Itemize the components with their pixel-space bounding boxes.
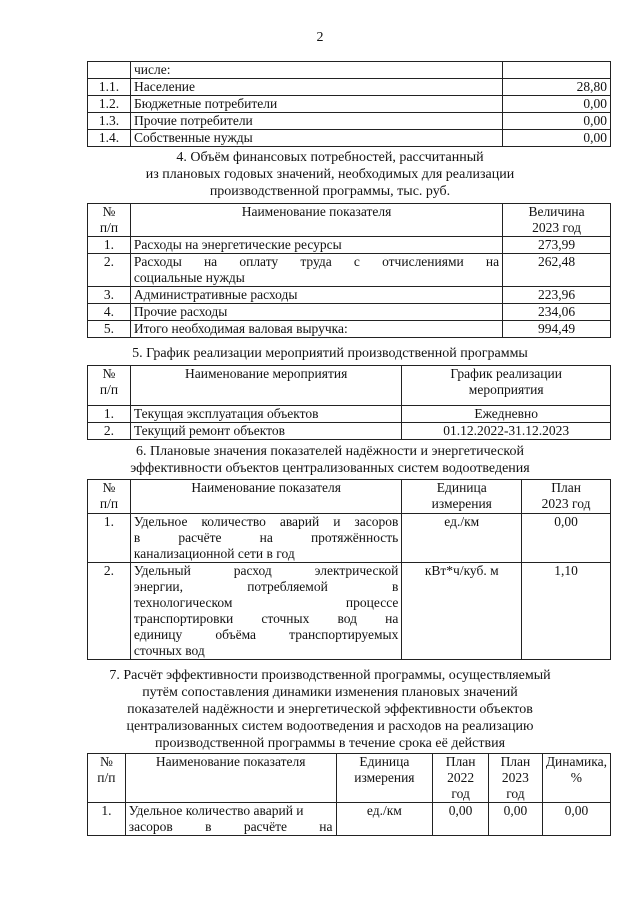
table-header-row [88, 754, 611, 803]
table-schedule [87, 365, 611, 440]
table-row [88, 803, 611, 836]
header-num: № п/п [88, 204, 131, 237]
header-plan-2022: План 2022 год [433, 754, 489, 803]
heading-line: эффективности объектов централизованных систем водоотведения [130, 461, 530, 476]
table-row [88, 113, 611, 130]
header-plan-2023: План 2023 год [489, 754, 543, 803]
row-num: 1. [88, 406, 131, 423]
row-name: Собственные нужды [130, 130, 502, 147]
row-name: Удельный расход электрической энергии, потребляемой в технологическом процессе транспортировки сточных вод на единицу объёма транспортируемых сточных вод [130, 563, 401, 660]
row-name: Административные расходы [130, 287, 502, 304]
row-value: 994,49 [503, 321, 611, 338]
row-num: 1. [88, 237, 131, 254]
header-unit: Единица измерения [402, 480, 522, 514]
table-consumption [87, 61, 611, 147]
row-name: Текущая эксплуатация объектов [130, 406, 401, 423]
row-value: 0,00 [503, 113, 611, 130]
heading-line: производственной программы, тыс. руб. [209, 184, 451, 199]
header-num: № п/п [88, 366, 131, 406]
row-name: Удельное количество аварий и засоров в расчёте на [125, 803, 336, 836]
header-unit: Единица измерения [336, 754, 433, 803]
row-num: 2. [88, 254, 131, 287]
heading-line: 7. Расчёт эффективности производственной программы, осуществляемый [109, 668, 551, 683]
row-name: Расходы на оплату труда с отчислениями на социальные нужды [130, 254, 502, 287]
heading-line: показателей надёжности и энергетической эффективности объектов [127, 702, 533, 717]
table-row [88, 237, 611, 254]
row-unit: ед./км [336, 803, 433, 836]
table-row [88, 254, 611, 287]
header-dynamics: Динамика, % [542, 754, 610, 803]
header-name: Наименование показателя [125, 754, 336, 803]
table-row [88, 287, 611, 304]
row-name: Бюджетные потребители [130, 96, 502, 113]
row-schedule: Ежедневно [402, 406, 611, 423]
header-num: № п/п [88, 754, 126, 803]
row-name: Удельное количество аварий и засоров в расчёте на протяжённость канализационной сети в год [130, 514, 401, 563]
table-row [88, 130, 611, 147]
table-reliability [87, 479, 611, 660]
header-schedule: График реализации мероприятия [402, 366, 611, 406]
header-name: Наименование мероприятия [130, 366, 401, 406]
row-num: 1.3. [88, 113, 131, 130]
table-row [88, 423, 611, 440]
table-row [88, 79, 611, 96]
row-name: Прочие расходы [130, 304, 502, 321]
row-plan-2023: 0,00 [489, 803, 543, 836]
row-schedule: 01.12.2022-31.12.2023 [402, 423, 611, 440]
table-row [88, 514, 611, 563]
row-value: 0,00 [503, 96, 611, 113]
table-row [88, 321, 611, 338]
row-num: 4. [88, 304, 131, 321]
heading-line: из плановых годовых значений, необходимых для реализации [145, 167, 515, 182]
row-name: числе: [130, 62, 502, 79]
table-financial-needs [87, 203, 611, 338]
table-row [88, 96, 611, 113]
header-name: Наименование показателя [130, 480, 401, 514]
row-num: 2. [88, 423, 131, 440]
row-num: 1.2. [88, 96, 131, 113]
page-number: 2 [316, 30, 324, 45]
row-dynamics: 0,00 [542, 803, 610, 836]
section-7-heading [60, 667, 600, 752]
heading-line: централизованных систем водоотведения и расходов на реализацию [126, 719, 534, 734]
row-value: 223,96 [503, 287, 611, 304]
heading-line: 4. Объём финансовых потребностей, рассчитанный [176, 150, 484, 165]
row-num: 1.1. [88, 79, 131, 96]
row-value: 234,06 [503, 304, 611, 321]
table-row [88, 406, 611, 423]
row-num: 2. [88, 563, 131, 660]
table-header-row [88, 366, 611, 406]
header-num: № п/п [88, 480, 131, 514]
heading-line: 5. График реализации мероприятий производственной программы [132, 346, 528, 361]
row-name: Текущий ремонт объектов [130, 423, 401, 440]
heading-line: производственной программы в течение срока её действия [154, 736, 506, 751]
row-num: 3. [88, 287, 131, 304]
table-row [88, 304, 611, 321]
row-name: Расходы на энергетические ресурсы [130, 237, 502, 254]
row-num [88, 62, 131, 79]
row-unit: ед./км [402, 514, 522, 563]
heading-line: 6. Плановые значения показателей надёжности и энергетической [136, 444, 524, 459]
row-num: 1. [88, 803, 126, 836]
row-plan: 1,10 [522, 563, 611, 660]
row-name: Итого необходимая валовая выручка: [130, 321, 502, 338]
table-row [88, 563, 611, 660]
row-name: Население [130, 79, 502, 96]
row-value: 273,99 [503, 237, 611, 254]
header-name: Наименование показателя [130, 204, 502, 237]
row-unit: кВт*ч/куб. м [402, 563, 522, 660]
row-value [503, 62, 611, 79]
row-value: 28,80 [503, 79, 611, 96]
row-name: Прочие потребители [130, 113, 502, 130]
table-header-row [88, 204, 611, 237]
row-plan: 0,00 [522, 514, 611, 563]
table-efficiency [87, 753, 611, 836]
table-header-row [88, 480, 611, 514]
row-value: 262,48 [503, 254, 611, 287]
row-num: 1. [88, 514, 131, 563]
header-plan: План 2023 год [522, 480, 611, 514]
table-row [88, 62, 611, 79]
row-num: 1.4. [88, 130, 131, 147]
section-6-heading [60, 443, 600, 477]
section-4-heading [60, 149, 600, 200]
header-value: Величина 2023 год [503, 204, 611, 237]
row-plan-2022: 0,00 [433, 803, 489, 836]
section-5-heading [60, 345, 600, 362]
row-num: 5. [88, 321, 131, 338]
row-value: 0,00 [503, 130, 611, 147]
heading-line: путём сопоставления динамики изменения плановых значений [142, 685, 518, 700]
